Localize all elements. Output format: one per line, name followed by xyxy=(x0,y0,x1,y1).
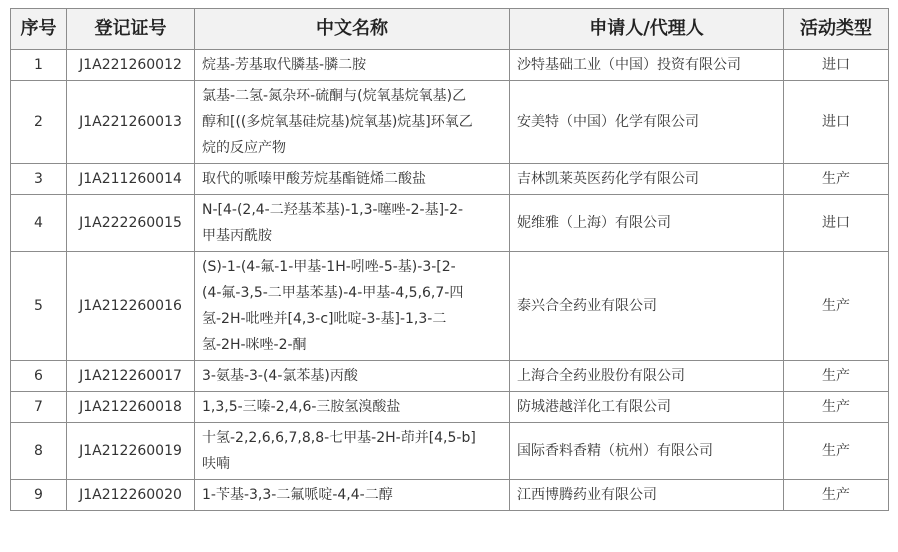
cell-chinese-name: N-[4-(2,4-二羟基苯基)-1,3-噻唑-2-基]-2- 甲基丙酰胺 xyxy=(195,195,510,252)
cell-reg-no: J1A221260013 xyxy=(67,81,195,164)
cell-no: 8 xyxy=(11,423,67,480)
table-row xyxy=(11,252,889,361)
table-row xyxy=(11,164,889,195)
table-row xyxy=(11,480,889,511)
cell-applicant: 吉林凯莱英医药化学有限公司 xyxy=(510,164,784,195)
cell-chinese-name: 氯基-二氢-氮杂环-硫酮与(烷氧基烷氧基)乙 醇和[((多烷氧基硅烷基)烷氧基)烷基]环氧乙 烷的反应产物 xyxy=(195,81,510,164)
registration-table xyxy=(10,8,889,511)
cell-chinese-name: 1,3,5-三嗪-2,4,6-三胺氢溴酸盐 xyxy=(195,392,510,423)
table-row xyxy=(11,361,889,392)
cell-applicant: 江西博腾药业有限公司 xyxy=(510,480,784,511)
cell-chinese-name: 取代的哌嗪甲酸芳烷基酯链烯二酸盐 xyxy=(195,164,510,195)
cell-no: 5 xyxy=(11,252,67,361)
table-row xyxy=(11,195,889,252)
cell-activity-type: 生产 xyxy=(784,423,889,480)
table-row xyxy=(11,50,889,81)
cell-chinese-name: 十氢-2,2,6,6,7,8,8-七甲基-2H-茚并[4,5-b] 呋喃 xyxy=(195,423,510,480)
cell-no: 4 xyxy=(11,195,67,252)
header-activity-type: 活动类型 xyxy=(784,9,889,50)
cell-activity-type: 生产 xyxy=(784,164,889,195)
header-no: 序号 xyxy=(11,9,67,50)
cell-reg-no: J1A212260020 xyxy=(67,480,195,511)
table-row xyxy=(11,81,889,164)
header-applicant: 申请人/代理人 xyxy=(510,9,784,50)
header-reg-no: 登记证号 xyxy=(67,9,195,50)
cell-no: 6 xyxy=(11,361,67,392)
cell-activity-type: 生产 xyxy=(784,392,889,423)
cell-reg-no: J1A211260014 xyxy=(67,164,195,195)
cell-activity-type: 进口 xyxy=(784,195,889,252)
table-header-row xyxy=(11,9,889,50)
cell-reg-no: J1A212260019 xyxy=(67,423,195,480)
cell-applicant: 防城港越洋化工有限公司 xyxy=(510,392,784,423)
cell-applicant: 泰兴合全药业有限公司 xyxy=(510,252,784,361)
cell-applicant: 安美特（中国）化学有限公司 xyxy=(510,81,784,164)
cell-no: 3 xyxy=(11,164,67,195)
cell-applicant: 上海合全药业股份有限公司 xyxy=(510,361,784,392)
cell-reg-no: J1A212260017 xyxy=(67,361,195,392)
cell-activity-type: 进口 xyxy=(784,81,889,164)
cell-reg-no: J1A222260015 xyxy=(67,195,195,252)
cell-applicant: 妮维雅（上海）有限公司 xyxy=(510,195,784,252)
table-row xyxy=(11,423,889,480)
cell-chinese-name: 3-氨基-3-(4-氯苯基)丙酸 xyxy=(195,361,510,392)
cell-no: 9 xyxy=(11,480,67,511)
cell-no: 2 xyxy=(11,81,67,164)
cell-chinese-name: 烷基-芳基取代膦基-膦二胺 xyxy=(195,50,510,81)
cell-activity-type: 生产 xyxy=(784,252,889,361)
cell-no: 7 xyxy=(11,392,67,423)
cell-chinese-name: 1-苄基-3,3-二氟哌啶-4,4-二醇 xyxy=(195,480,510,511)
cell-applicant: 沙特基础工业（中国）投资有限公司 xyxy=(510,50,784,81)
cell-activity-type: 生产 xyxy=(784,361,889,392)
cell-activity-type: 生产 xyxy=(784,480,889,511)
cell-reg-no: J1A212260016 xyxy=(67,252,195,361)
cell-reg-no: J1A221260012 xyxy=(67,50,195,81)
cell-activity-type: 进口 xyxy=(784,50,889,81)
table-row xyxy=(11,392,889,423)
cell-no: 1 xyxy=(11,50,67,81)
cell-chinese-name: (S)-1-(4-氟-1-甲基-1H-吲唑-5-基)-3-[2- (4-氟-3,5-二甲基苯基)-4-甲基-4,5,6,7-四 氢-2H-吡唑并[4,3-c]吡啶-3-基]-1,3-二 氢-2H-咪唑-2-酮 xyxy=(195,252,510,361)
cell-reg-no: J1A212260018 xyxy=(67,392,195,423)
cell-applicant: 国际香料香精（杭州）有限公司 xyxy=(510,423,784,480)
header-chinese-name: 中文名称 xyxy=(195,9,510,50)
